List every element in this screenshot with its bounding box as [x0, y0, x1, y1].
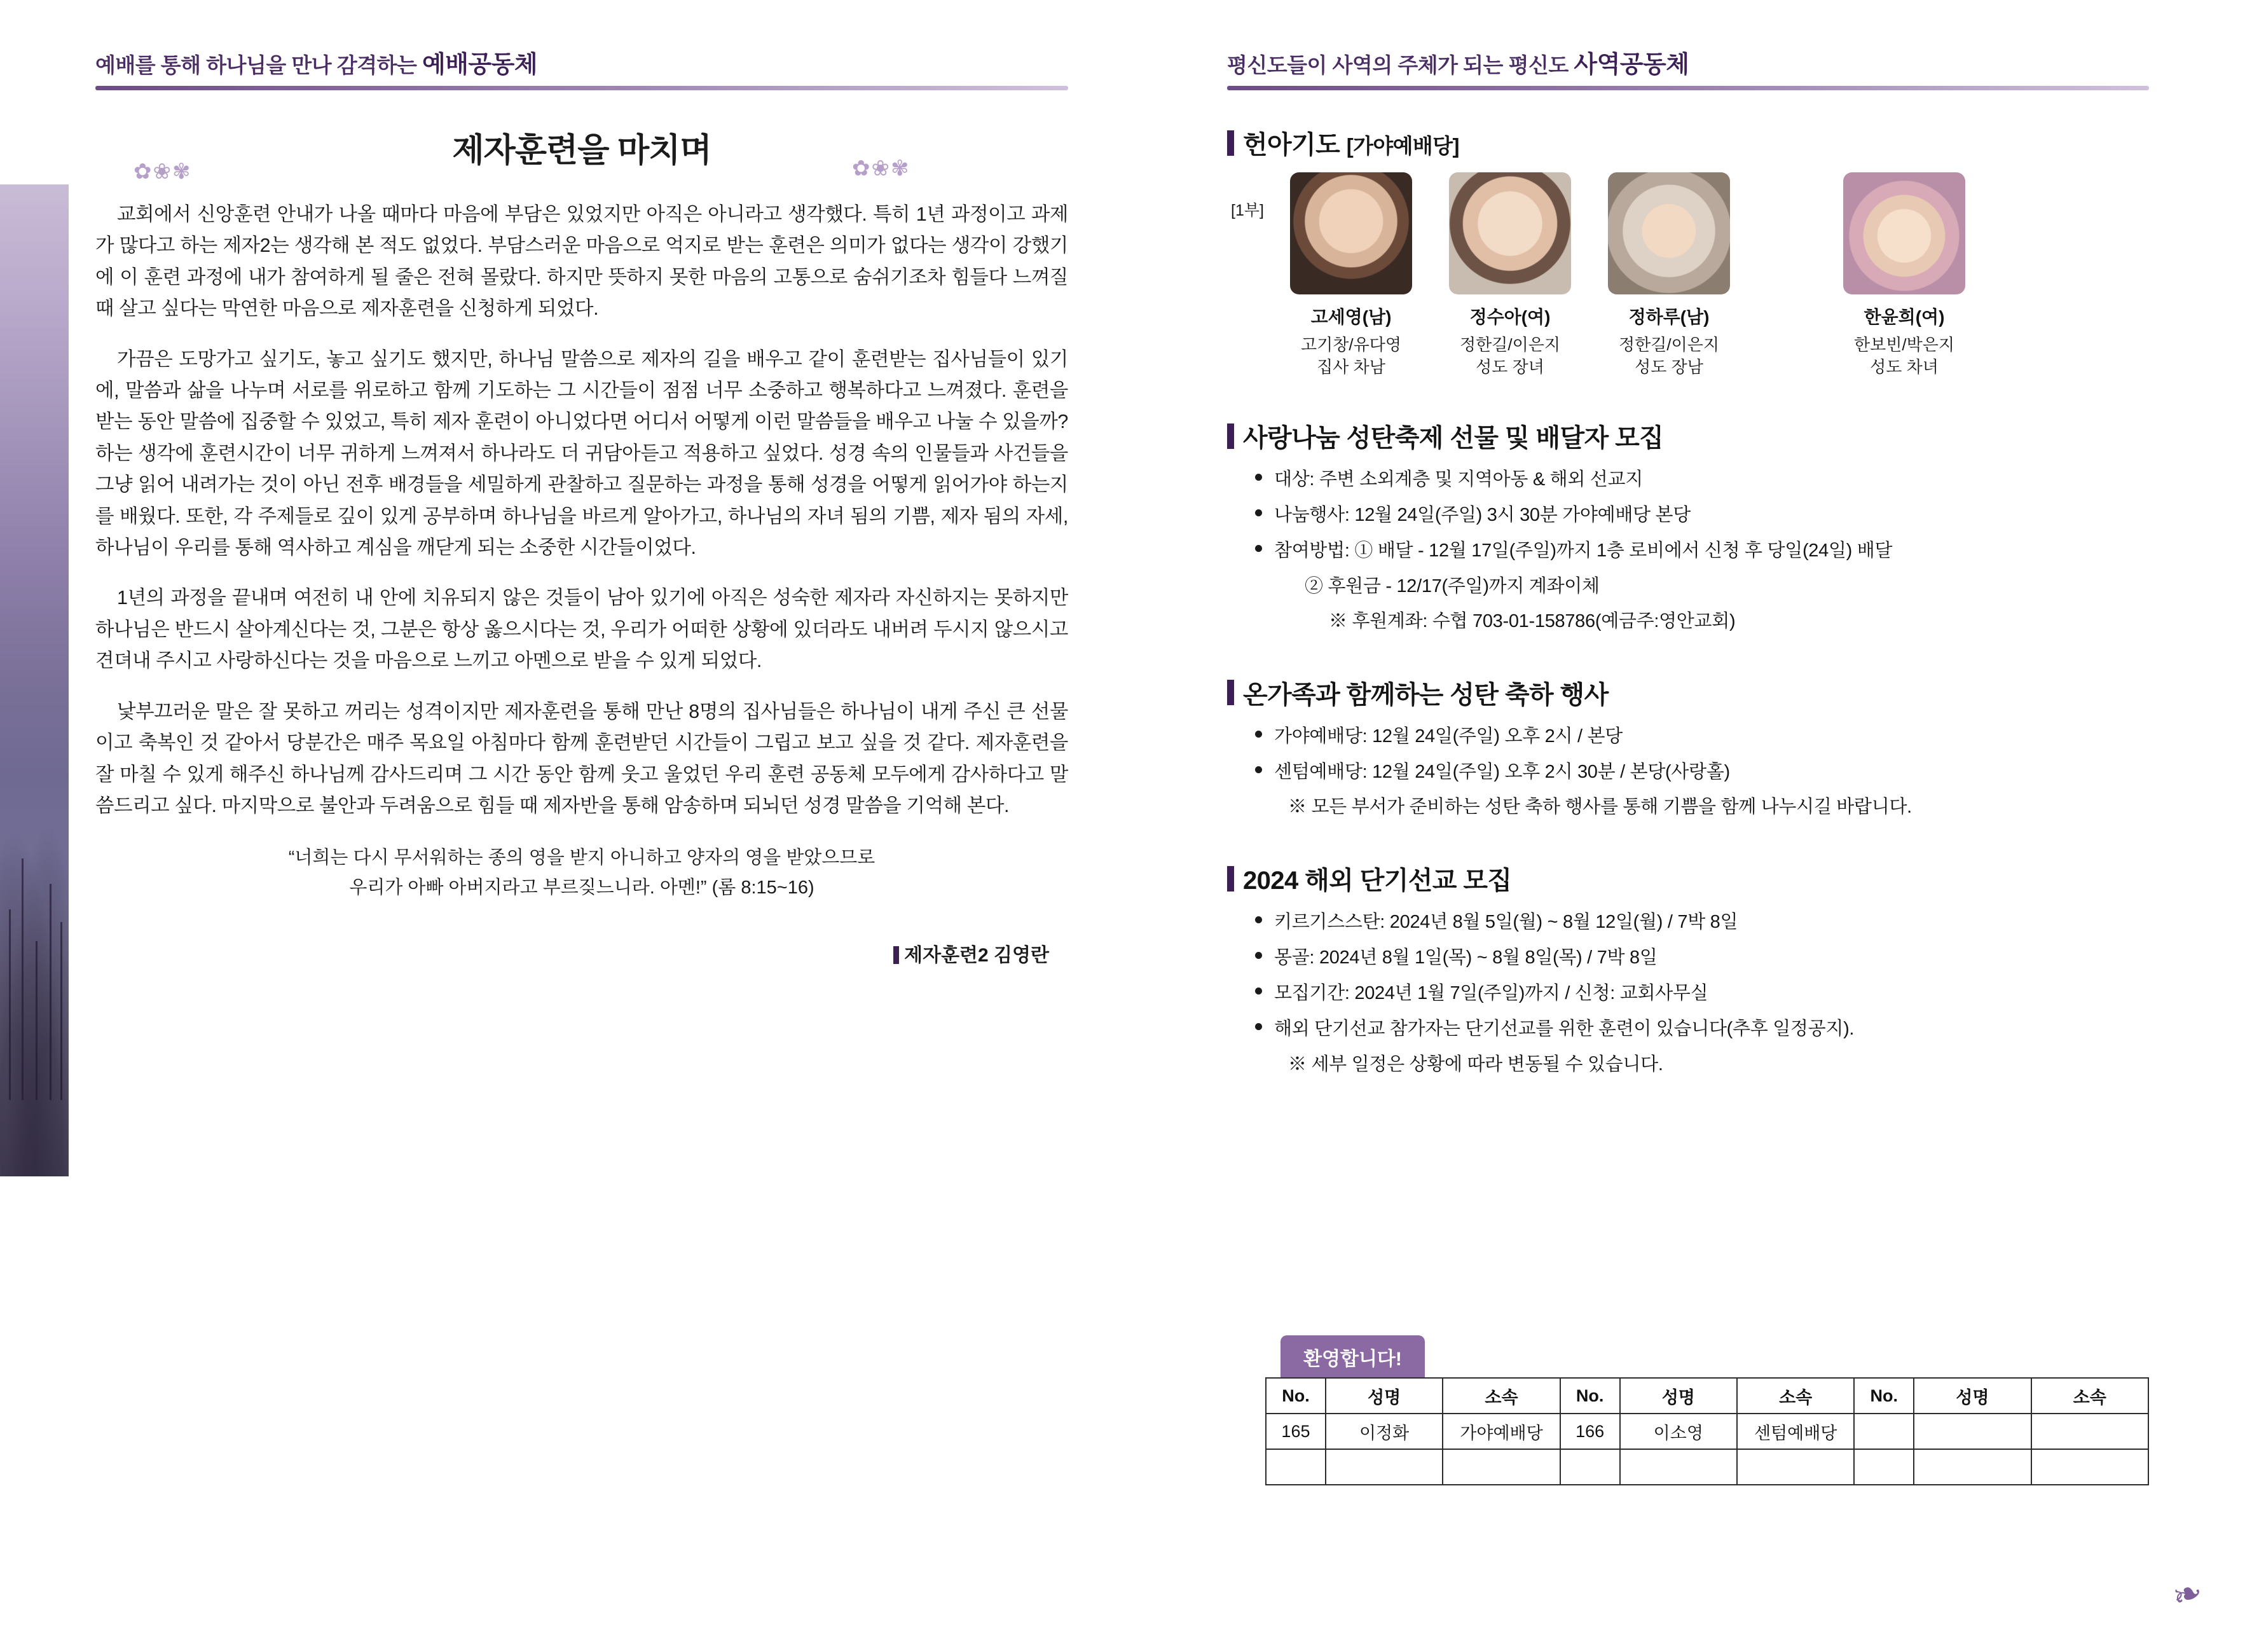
table-cell: 이소영 [1620, 1414, 1737, 1449]
list-item-text: 나눔행사: 12월 24일(주일) 3시 30분 가야예배당 본당 [1274, 505, 1691, 526]
table-cell [1326, 1449, 1443, 1485]
right-banner-lead: 평신도들이 사역의 주체가 되는 평신도 [1227, 53, 1574, 77]
sharing-subline-donation: ② 후원금 - 12/17(주일)까지 계좌이체 [1305, 576, 1600, 597]
byline-text: 제자훈련2 김영란 [904, 945, 1049, 967]
table-header-cell: No. [1854, 1378, 1914, 1414]
welcome-tab-label: 환영합니다! [1280, 1335, 1425, 1377]
bullet-icon [1255, 1023, 1262, 1030]
baby-parents-line1: 정한길/이은지 [1619, 335, 1719, 354]
mission-list [1227, 908, 2149, 1043]
heading-bar-icon [1227, 866, 1234, 891]
list-item-text: 모집기간: 2024년 1월 7일(주일)까지 / 신청: 교회사무실 [1274, 983, 1708, 1004]
scripture-line-2: 우리가 아빠 아버지라고 부르짖느니라. 아멘!” (롬 8:15~16) [349, 877, 814, 898]
list-item [1274, 944, 2149, 972]
scripture-quote [95, 843, 1068, 902]
heading-bar-icon [1227, 423, 1234, 449]
left-banner-rule [95, 86, 1068, 90]
table-cell [1737, 1449, 1854, 1485]
bullet-icon [1255, 545, 1262, 552]
right-banner-rule [1227, 86, 2149, 90]
tree-silhouette [9, 909, 11, 1100]
list-item [1274, 1015, 2149, 1043]
list-item-text: 몽골: 2024년 8월 1일(목) ~ 8월 8일(목) / 7박 8일 [1274, 947, 1658, 968]
table-header-cell: 소속 [2031, 1378, 2148, 1414]
baby-photo [1449, 172, 1571, 294]
baby-parents-line2: 집사 차남 [1317, 357, 1385, 377]
table-cell [1266, 1449, 1326, 1485]
baby-photo [1843, 172, 1965, 294]
decorative-photo-strip [0, 184, 69, 1176]
tree-silhouette [22, 858, 24, 1100]
bullet-icon [1255, 509, 1262, 516]
leaf-ornament-icon: ❧ [2167, 1570, 2208, 1618]
baby-photo [1290, 172, 1412, 294]
article-body [95, 199, 1068, 822]
scripture-line-1: “너희는 다시 무서워하는 종의 영을 받지 아니하고 양자의 영을 받았으므로 [288, 848, 875, 869]
mission-heading-text: 2024 해외 단기선교 모집 [1243, 867, 1512, 895]
table-header-cell: 성명 [1914, 1378, 2031, 1414]
floral-ornament-right-icon: ✿❀✾ [852, 156, 910, 181]
table-cell [1620, 1449, 1737, 1485]
sharing-account-note: ※ 후원계좌: 수협 703-01-158786(예금주:영안교회) [1329, 610, 1736, 631]
christmas-note: ※ 모든 부서가 준비하는 성탄 축하 행사를 통해 기쁨을 함께 나누시길 바랍니다. [1288, 796, 1912, 817]
right-section-banner [1227, 45, 2149, 98]
table-row [1266, 1414, 2148, 1449]
tree-silhouette [50, 884, 51, 1100]
dedication-heading-text [1243, 125, 1459, 161]
list-item-text: 해외 단기선교 참가자는 단기선교를 위한 훈련이 있습니다(추후 일정공지). [1274, 1019, 1855, 1040]
list-item-text: 대상: 주변 소외계층 및 지역아동 & 해외 선교지 [1274, 469, 1643, 490]
left-banner-emphasis: 예배공동체 [422, 52, 538, 78]
baby-name: 정수아(여) [1469, 307, 1551, 327]
list-item [1274, 908, 2149, 936]
heading-bar-icon [1227, 680, 1234, 705]
article-paragraph: 가끔은 도망가고 싶기도, 놓고 싶기도 했지만, 하나님 말씀으로 제자의 길을 배우고 같이 훈련받는 집사님들이 있기에, 말씀과 삶을 나누며 서로를 위로하고 함께 기도하는 그 시간들이 점점 너무 소중하고 행복하다고 느껴졌다. 훈련을 받는 동안 말씀에 집중할 수 있었고, 특히 제자 훈련이 아니었다면 어디서 어떻게 이런 말씀들을 배우고 나눌 수 있을까? 하는 생각에 훈련시간이 너무 귀하게 느껴져서 하나라도 더 귀담아듣고 적용하고 싶었다. 성경 속의 인물들과 사건들을 그냥 읽어 내려가는 것이 아닌 전후 배경들을 세밀하게 관찰하고 질문하는 과정을 통해 성경을 어떻게 읽어가야 하는지를 배웠다. 또한, 각 주제들로 깊이 있게 공부하며 하나님을 바르게 알아가고, 하나님의 자녀 됨의 기쁨, 제자 됨의 자세, 하나님이 우리를 통해 역사하고 계심을 깨닫게 되는 소중한 시간들이었다. [95, 348, 1068, 559]
baby-parents [1431, 334, 1589, 378]
left-banner-text [95, 45, 1068, 79]
left-column [95, 45, 1068, 967]
baby-card [1431, 172, 1589, 378]
bullet-icon [1255, 916, 1262, 923]
baby-parents-line2: 성도 장남 [1635, 357, 1703, 377]
list-item [1274, 537, 2149, 565]
byline-bar-icon [893, 946, 899, 964]
bullet-icon [1255, 952, 1262, 959]
table-cell: 166 [1560, 1414, 1620, 1449]
table-cell [1560, 1449, 1620, 1485]
baby-parents-line2: 성도 장녀 [1476, 357, 1544, 377]
mission-note: ※ 세부 일정은 상황에 따라 변동될 수 있습니다. [1288, 1054, 1663, 1075]
list-item [1274, 758, 2149, 786]
left-section-banner [95, 45, 1068, 98]
list-item-text: 참여방법: ① 배달 - 12월 17일(주일)까지 1층 로비에서 신청 후 당일(24일) 배달 [1274, 540, 1893, 561]
table-row [1266, 1449, 2148, 1485]
sharing-heading-text: 사랑나눔 성탄축제 선물 및 배달자 모집 [1243, 424, 1664, 453]
table-cell: 가야예배당 [1443, 1414, 1560, 1449]
table-cell [1914, 1414, 2031, 1449]
list-item-text: 센텀예배당: 12월 24일(주일) 오후 2시 30분 / 본당(사랑홀) [1274, 761, 1730, 782]
christmas-list [1227, 722, 2149, 786]
table-cell: 165 [1266, 1414, 1326, 1449]
table-header-cell: 소속 [1443, 1378, 1560, 1414]
right-column [1227, 45, 2149, 1078]
table-cell [1854, 1449, 1914, 1485]
article-paragraph: 낯부끄러운 말은 잘 못하고 꺼리는 성격이지만 제자훈련을 통해 만난 8명의 집사님들은 하나님이 내게 주신 큰 선물이고 축복인 것 같아서 당분간은 매주 목요일 아침마다 함께 훈련받던 시간들이 그립고 보고 싶을 것 같다. 제자훈련을 잘 마칠 수 있게 해주신 하나님께 감사드리며 그 시간 동안 함께 웃고 울었던 우리 훈련 공동체 모두에게 감사하다고 말씀드리고 싶다. 마지막으로 불안과 두려움으로 힘들 때 제자반을 통해 암송하며 되뇌던 성경 말씀을 기억해 본다. [95, 700, 1068, 816]
baby-card [1825, 172, 1984, 378]
article-byline [95, 939, 1068, 967]
baby-card [1272, 172, 1431, 378]
baby-parents-line1: 한보빈/박은지 [1854, 335, 1954, 354]
floral-ornament-left-icon: ✿❀✾ [134, 160, 192, 184]
list-item [1274, 501, 2149, 529]
baby-photo [1608, 172, 1730, 294]
table-cell: 센텀예배당 [1737, 1414, 1854, 1449]
baby-parents-line1: 고기창/유다영 [1301, 335, 1401, 354]
table-cell [1854, 1414, 1914, 1449]
sharing-list [1227, 465, 2149, 565]
baby-card [1589, 172, 1748, 378]
christmas-heading-text: 온가족과 함께하는 성탄 축하 행사 [1243, 680, 1609, 709]
table-cell: 이정화 [1326, 1414, 1443, 1449]
table-cell [2031, 1449, 2148, 1485]
table-header-cell: 성명 [1326, 1378, 1443, 1414]
dedication-baby-list [1227, 172, 2149, 378]
bullet-icon [1255, 766, 1262, 773]
tree-silhouette [36, 941, 38, 1100]
heading-bar-icon [1227, 130, 1234, 156]
bullet-icon [1255, 474, 1262, 481]
dedication-heading-sub: [가야예배당] [1346, 134, 1459, 158]
list-item-text: 키르기스스탄: 2024년 8월 5일(월) ~ 8월 12일(월) / 7박 8일 [1274, 912, 1738, 933]
baby-parents-line1: 정한길/이은지 [1460, 335, 1560, 354]
right-banner-emphasis: 사역공동체 [1574, 52, 1689, 78]
table-header-cell: No. [1266, 1378, 1326, 1414]
baby-name: 정하루(남) [1628, 307, 1710, 327]
article-title: 제자훈련을 마치며 [452, 132, 711, 169]
table-cell [2031, 1414, 2148, 1449]
baby-parents [1825, 334, 1984, 378]
mission-heading [1227, 860, 2149, 897]
table-header-cell: 소속 [1737, 1378, 1854, 1414]
bullet-icon [1255, 988, 1262, 995]
welcome-table [1265, 1377, 2149, 1485]
right-banner-text [1227, 45, 2149, 79]
baby-parents-line2: 성도 차녀 [1870, 357, 1939, 377]
list-item [1274, 722, 2149, 750]
bullet-icon [1255, 731, 1262, 738]
list-item-text: 가야예배당: 12월 24일(주일) 오후 2시 / 본당 [1274, 726, 1623, 747]
baby-name: 고세영(남) [1310, 307, 1392, 327]
dedication-heading-main: 헌아기도 [1243, 131, 1347, 159]
table-header-cell: No. [1560, 1378, 1620, 1414]
baby-name: 한윤희(여) [1864, 307, 1945, 327]
baby-parents [1589, 334, 1748, 378]
table-cell [1443, 1449, 1560, 1485]
tree-silhouette [60, 922, 62, 1100]
article-paragraph: 1년의 과정을 끝내며 여전히 내 안에 치유되지 않은 것들이 남아 있기에 아직은 성숙한 제자라 자신하지는 못하지만 하나님은 반드시 살아계신다는 것, 그분은 항상 옳으시다는 것, 우리가 어떠한 상황에 있더라도 내버려 두시지 않으시고 견뎌내 주시고 사랑하신다는 것을 마음으로 느끼고 아멘으로 받을 수 있게 되었다. [95, 587, 1068, 672]
article-paragraph: 교회에서 신앙훈련 안내가 나올 때마다 마음에 부담은 있었지만 아직은 아니라고 생각했다. 특히 1년 과정이고 과제가 많다고 하는 제자2는 생각해 본 적도 없었다. 부담스러운 마음으로 억지로 받는 훈련은 의미가 없다는 생각이 강했기에 이 훈련 과정에 내가 참여하게 될 줄은 전혀 몰랐다. 하지만 뜻하지 못한 마음의 고통으로 숨쉬기조차 힘들다 느껴질 때 살고 싶다는 막연한 마음으로 제자훈련을 신청하게 되었다. [95, 203, 1068, 320]
dedication-part1-label: [1부] [1231, 202, 1264, 219]
table-header-cell: 성명 [1620, 1378, 1737, 1414]
left-banner-lead: 예배를 통해 하나님을 만나 감격하는 [95, 53, 423, 77]
welcome-section [1265, 1335, 2149, 1485]
christmas-heading [1227, 675, 2149, 711]
dedication-heading [1227, 125, 2149, 161]
sharing-heading [1227, 418, 2149, 454]
table-header-row [1266, 1378, 2148, 1414]
list-item [1274, 979, 2149, 1007]
table-cell [1914, 1449, 2031, 1485]
list-item [1274, 465, 2149, 493]
baby-parents [1272, 334, 1431, 378]
